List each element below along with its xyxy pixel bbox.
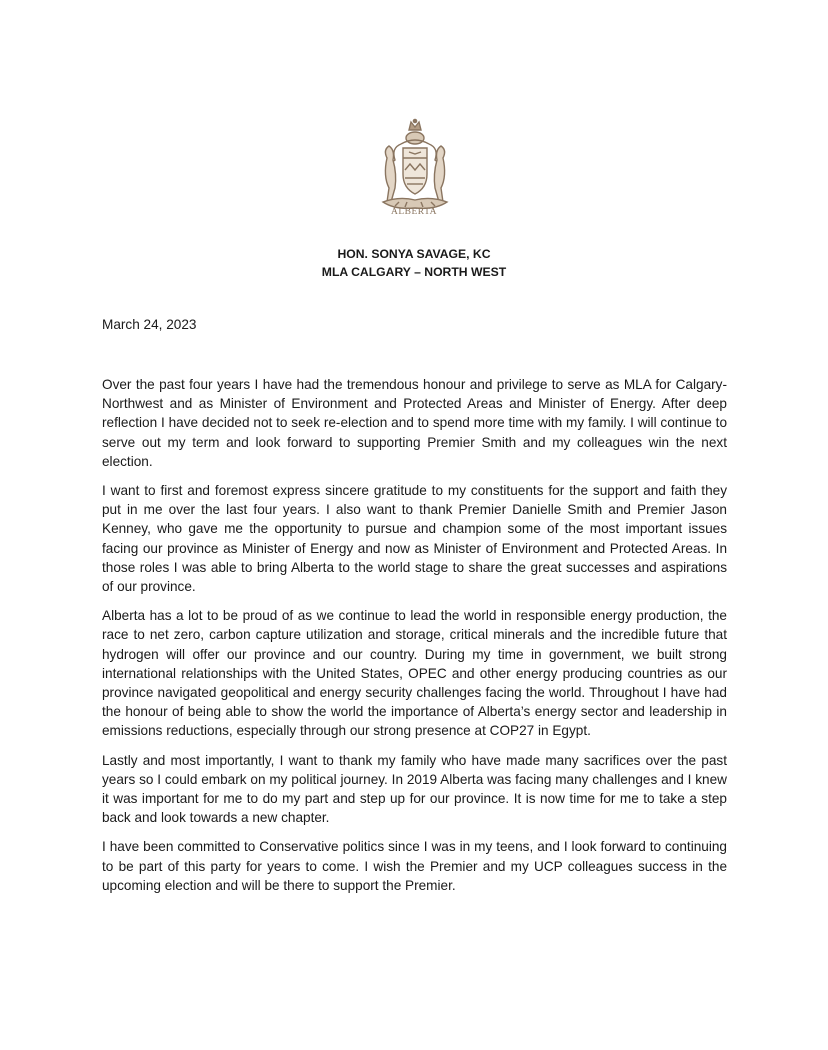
sender-riding: MLA CALGARY – NORTH WEST — [321, 265, 507, 279]
paragraph: Alberta has a lot to be proud of as we continue to lead the world in responsible energy production, the race to net zero, carbon capture utilization and storage, critical minerals and the incredible future that hydrogen will offer our province and our country. During my time in government, we built strong international relationships with the United States, OPEC and other energy producing countries as our province navigated geopolitical and energy security challenges facing the world. Throughout I have had the honour of being able to show the world the importance of Alberta’s energy sector and leadership in emissions reductions, especially through our strong presence at COP27 in Egypt. — [102, 608, 727, 739]
paragraph: I have been committed to Conservative politics since I was in my teens, and I look forward to continuing to be part of this party for years to come. I wish the Premier and my UCP colleagues success in the upcoming election and will be there to support the Premier. — [102, 839, 727, 893]
paragraph: I want to first and foremost express sincere gratitude to my constituents for the support and faith they put in me over the last four years. I also want to thank Premier Danielle Smith and Premier Jason Kenney, who gave me the opportunity to pursue and champion some of the most important issues facing our province as Minister of Energy and now as Minister of Environment and Protected Areas. In those roles I was able to bring Alberta to the world stage to share the great successes and aspirations of our province. — [102, 483, 727, 595]
sender-name: HON. SONYA SAVAGE, KC — [337, 247, 491, 261]
letter-date: March 24, 2023 — [102, 317, 197, 332]
letterhead — [0, 245, 828, 281]
paragraph: Over the past four years I have had the tremendous honour and privilege to serve as MLA for Calgary-Northwest and as Minister of Environment and Protected Areas and Minister of Energy. After deep reflection I have decided not to seek re-election and to spend more time with my family. I will continue to serve out my term and look forward to supporting Premier Smith and my colleagues win the next election. — [102, 377, 727, 469]
paragraph: Lastly and most importantly, I want to thank my family who have made many sacrifices over the past years so I could embark on my political journey. In 2019 Alberta was facing many challenges and I knew it was important for me to do my part and step up for our province. It is now time for me to take a step back and look towards a new chapter. — [102, 752, 727, 826]
letter-body — [102, 375, 727, 905]
crest-label: ALBERTA — [391, 207, 437, 217]
